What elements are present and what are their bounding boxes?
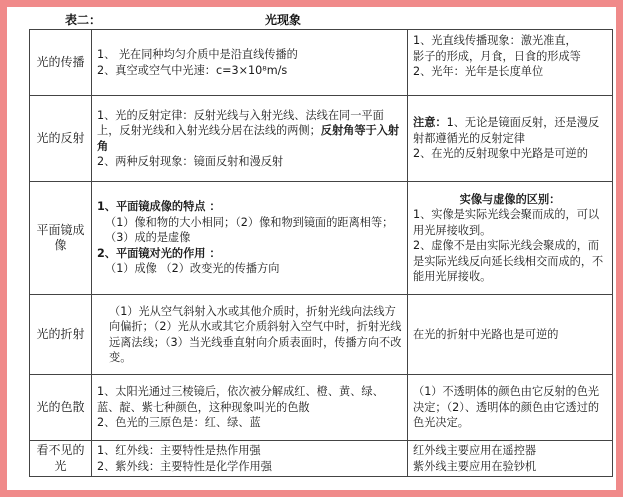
note-text: 1、无论是镜面反射，还是漫反射都遵循光的反射定律 bbox=[413, 116, 600, 145]
content-line: 1、红外线：主要特性是热作用强 bbox=[97, 444, 261, 457]
table-row-reflection bbox=[30, 96, 613, 182]
row-content bbox=[92, 96, 408, 182]
table-title: 光现象 bbox=[265, 13, 302, 27]
table-row-refraction bbox=[30, 295, 613, 375]
content-line: 2、色光的三原色是：红、绿、蓝 bbox=[97, 416, 261, 430]
row-label: 看不见的光 bbox=[30, 441, 92, 477]
note-line: 红外线主要应用在遥控器 bbox=[413, 444, 537, 457]
row-label: 光的色散 bbox=[30, 375, 92, 441]
table-row-propagation bbox=[30, 30, 613, 96]
table-header bbox=[7, 7, 616, 27]
content-line: （1）像和物的大小相同；（2）像和物到镜面的距离相等；（3）成的是虚像 bbox=[105, 215, 394, 245]
note-line: 在光的折射中光路也是可逆的 bbox=[413, 327, 559, 341]
content-paragraph bbox=[97, 108, 402, 155]
real-virtual-heading: 实像与虚像的区别： bbox=[459, 192, 561, 206]
document-page bbox=[7, 7, 616, 490]
note-line: 2、在光的反射现象中光路是可逆的 bbox=[413, 147, 588, 161]
content-paragraph: 1、太阳光通过三棱镜后，依次被分解成红、橙、黄、绿、蓝、靛、紫七种颜色，这种现象叫光的色散 bbox=[97, 385, 384, 414]
reflection-law-bold: 反射角等于入射角 bbox=[97, 124, 400, 153]
mirror-effect-heading: 2、平面镜对光的作用 ： bbox=[97, 246, 221, 260]
note-line: 1、光直线传播现象：激光准直， bbox=[413, 34, 577, 47]
content-paragraph: （1）光从空气斜射入水或其他介质时，折射光线向法线方向偏折；（2）光从水或其它介质斜射入空气中时，折射光线远离法线；（3）当光线垂直射向介质表面时，传播方向不改变。 bbox=[109, 304, 402, 364]
table-caption: 表二： bbox=[65, 13, 102, 27]
note-line: 1、实像是实际光线会聚而成的，可以用光屏接收到。 bbox=[413, 208, 600, 237]
content-line: 2、真空或空气中光速：c=3×10⁸m/s bbox=[97, 63, 288, 77]
row-notes bbox=[408, 375, 613, 441]
row-notes bbox=[408, 441, 613, 477]
content-line: （1）成像 （2）改变光的传播方向 bbox=[105, 262, 280, 276]
row-content bbox=[92, 375, 408, 441]
table-row-invisible-light bbox=[30, 441, 613, 477]
content-line: 2、两种反射现象：镜面反射和漫反射 bbox=[97, 155, 284, 168]
row-label: 光的传播 bbox=[30, 30, 92, 96]
row-content bbox=[92, 182, 408, 295]
row-label: 平面镜成像 bbox=[30, 182, 92, 295]
row-label: 光的折射 bbox=[30, 295, 92, 375]
note-line: 影子的形成，月食，日食的形成等 bbox=[413, 49, 581, 63]
reflection-law-text: 1、光的反射定律：反射光线与入射光线、法线在同一平面上，反射光线和入射光线分居在法线的两侧； bbox=[97, 108, 384, 137]
note-line: 2、光年：光年是长度单位 bbox=[413, 65, 544, 78]
row-notes bbox=[408, 30, 613, 96]
note-label: 注意： bbox=[413, 116, 447, 130]
note-line: 2、虚像不是由实际光线会聚成的，而是实际光线反向延长线相交而成的，不能用光屏接收。 bbox=[413, 239, 604, 283]
row-content bbox=[92, 30, 408, 96]
note-line: 紫外线主要应用在验钞机 bbox=[413, 459, 537, 473]
table-row-dispersion bbox=[30, 375, 613, 441]
row-notes bbox=[408, 295, 613, 375]
row-content bbox=[92, 441, 408, 477]
row-notes bbox=[408, 96, 613, 182]
content-line: 1、 光在同种均匀介质中是沿直线传播的 bbox=[97, 48, 298, 61]
note-paragraph: （1）不透明体的颜色由它反射的色光决定；（2）、透明体的颜色由它透过的色光决定。 bbox=[413, 385, 600, 430]
note-paragraph bbox=[413, 115, 607, 146]
mirror-feature-heading: 1、平面镜成像的特点 ： bbox=[97, 200, 221, 214]
table-row-plane-mirror bbox=[30, 182, 613, 295]
row-notes bbox=[408, 182, 613, 295]
row-label: 光的反射 bbox=[30, 96, 92, 182]
optics-table bbox=[29, 29, 613, 477]
content-line: 2、紫外线：主要特性是化学作用强 bbox=[97, 459, 272, 473]
row-content bbox=[92, 295, 408, 375]
